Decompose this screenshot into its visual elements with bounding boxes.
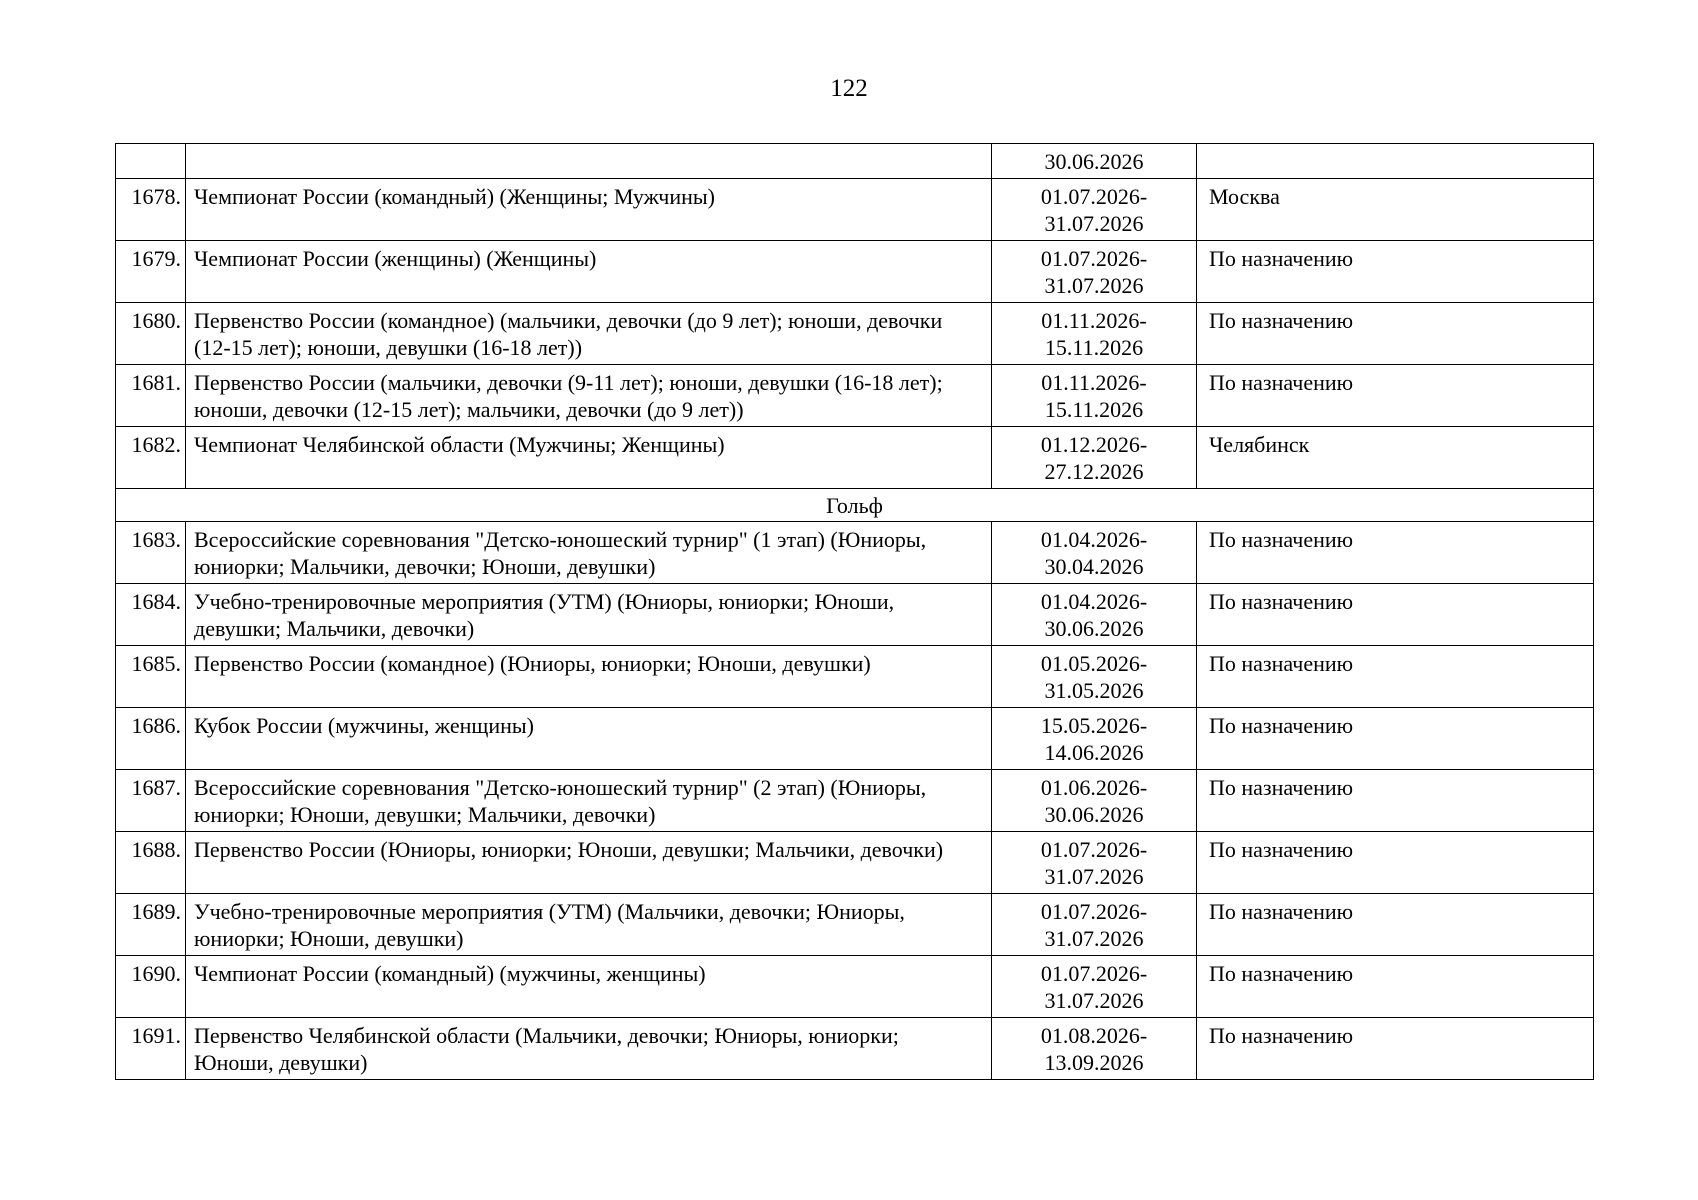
page-number: 122	[830, 75, 868, 102]
event-dates	[992, 584, 1197, 646]
event-dates	[992, 956, 1197, 1018]
event-dates	[992, 522, 1197, 584]
row-number: 1678.	[116, 179, 186, 241]
event-dates	[992, 241, 1197, 303]
date-start: 01.07.2026-	[1040, 899, 1148, 924]
event-place: По назначению	[1197, 708, 1594, 770]
date-end: 15.11.2026	[1044, 397, 1144, 422]
date-end: 31.07.2026	[1044, 211, 1144, 236]
table-row	[116, 365, 1594, 427]
table-row	[116, 584, 1594, 646]
date-end: 30.06.2026	[1044, 149, 1144, 174]
date-end: 14.06.2026	[1044, 740, 1144, 765]
event-dates	[992, 708, 1197, 770]
date-start: 01.04.2026-	[1040, 527, 1148, 552]
table-row	[116, 144, 1594, 179]
date-end: 30.04.2026	[1044, 554, 1144, 579]
event-name: Первенство России (командное) (Юниоры, юниорки; Юноши, девушки)	[186, 646, 992, 708]
event-dates	[992, 770, 1197, 832]
table-row	[116, 832, 1594, 894]
event-place: По назначению	[1197, 956, 1594, 1018]
event-place: По назначению	[1197, 646, 1594, 708]
table-row	[116, 708, 1594, 770]
event-place: По назначению	[1197, 832, 1594, 894]
date-end: 30.06.2026	[1044, 802, 1144, 827]
date-start: 01.11.2026-	[1041, 308, 1147, 333]
event-name: Чемпионат России (командный) (Женщины; Мужчины)	[186, 179, 992, 241]
event-place: По назначению	[1197, 522, 1594, 584]
event-place: По назначению	[1197, 770, 1594, 832]
table-row	[116, 522, 1594, 584]
event-name: Первенство России (командное) (мальчики, девочки (до 9 лет); юноши, девочки (12-15 лет); юноши, девушки (16-18 лет))	[186, 303, 992, 365]
date-start: 01.11.2026-	[1041, 370, 1147, 395]
event-place: По назначению	[1197, 241, 1594, 303]
table-row	[116, 894, 1594, 956]
row-number: 1686.	[116, 708, 186, 770]
row-number: 1690.	[116, 956, 186, 1018]
event-place	[1197, 144, 1594, 179]
date-start: 01.05.2026-	[1040, 651, 1148, 676]
event-name: Учебно-тренировочные мероприятия (УТМ) (Юниоры, юниорки; Юноши, девушки; Мальчики, девочки)	[186, 584, 992, 646]
event-name: Чемпионат России (женщины) (Женщины)	[186, 241, 992, 303]
date-start: 01.08.2026-	[1040, 1023, 1148, 1048]
row-number: 1682.	[116, 427, 186, 489]
events-table	[115, 143, 1594, 1080]
event-dates	[992, 894, 1197, 956]
event-name: Учебно-тренировочные мероприятия (УТМ) (Мальчики, девочки; Юниоры, юниорки; Юноши, девушки)	[186, 894, 992, 956]
date-end: 27.12.2026	[1044, 459, 1144, 484]
event-place: По назначению	[1197, 303, 1594, 365]
event-place: Москва	[1197, 179, 1594, 241]
event-name: Чемпионат России (командный) (мужчины, женщины)	[186, 956, 992, 1018]
row-number: 1685.	[116, 646, 186, 708]
event-name: Всероссийские соревнования "Детско-юношеский турнир" (2 этап) (Юниоры, юниорки; Юноши, девушки; Мальчики, девочки)	[186, 770, 992, 832]
event-dates	[992, 365, 1197, 427]
event-name: Первенство Челябинской области (Мальчики, девочки; Юниоры, юниорки; Юноши, девушки)	[186, 1018, 992, 1080]
event-name: Первенство России (Юниоры, юниорки; Юноши, девушки; Мальчики, девочки)	[186, 832, 992, 894]
section-title: Гольф	[116, 489, 1594, 522]
event-name: Всероссийские соревнования "Детско-юношеский турнир" (1 этап) (Юниоры, юниорки; Мальчики, девочки; Юноши, девушки)	[186, 522, 992, 584]
table-row	[116, 303, 1594, 365]
date-start: 01.04.2026-	[1040, 589, 1148, 614]
row-number: 1679.	[116, 241, 186, 303]
event-dates	[992, 179, 1197, 241]
event-place: По назначению	[1197, 894, 1594, 956]
event-dates	[992, 303, 1197, 365]
date-end: 31.05.2026	[1044, 678, 1144, 703]
date-end: 31.07.2026	[1044, 926, 1144, 951]
event-dates	[992, 832, 1197, 894]
row-number: 1689.	[116, 894, 186, 956]
event-place: По назначению	[1197, 584, 1594, 646]
event-place: По назначению	[1197, 1018, 1594, 1080]
event-place: Челябинск	[1197, 427, 1594, 489]
table-row	[116, 956, 1594, 1018]
date-start: 01.07.2026-	[1040, 246, 1148, 271]
event-name	[186, 144, 992, 179]
date-start: 15.05.2026-	[1040, 713, 1148, 738]
date-start: 01.07.2026-	[1040, 961, 1148, 986]
event-dates	[992, 1018, 1197, 1080]
table-row	[116, 427, 1594, 489]
date-start: 01.07.2026-	[1040, 837, 1148, 862]
event-dates	[992, 144, 1197, 179]
date-end: 31.07.2026	[1044, 273, 1144, 298]
row-number: 1687.	[116, 770, 186, 832]
date-start: 01.12.2026-	[1040, 432, 1148, 457]
event-name: Чемпионат Челябинской области (Мужчины; Женщины)	[186, 427, 992, 489]
date-end: 31.07.2026	[1044, 864, 1144, 889]
row-number: 1681.	[116, 365, 186, 427]
table-row	[116, 646, 1594, 708]
row-number: 1691.	[116, 1018, 186, 1080]
date-end: 15.11.2026	[1044, 335, 1144, 360]
event-name: Первенство России (мальчики, девочки (9-11 лет); юноши, девушки (16-18 лет); юноши, девочки (12-15 лет); мальчики, девочки (до 9 лет))	[186, 365, 992, 427]
row-number: 1683.	[116, 522, 186, 584]
date-start: 01.06.2026-	[1040, 775, 1148, 800]
table-row	[116, 1018, 1594, 1080]
row-number: 1684.	[116, 584, 186, 646]
table-row	[116, 179, 1594, 241]
row-number	[116, 144, 186, 179]
event-name: Кубок России (мужчины, женщины)	[186, 708, 992, 770]
event-dates	[992, 427, 1197, 489]
row-number: 1680.	[116, 303, 186, 365]
table-row	[116, 770, 1594, 832]
date-end: 31.07.2026	[1044, 988, 1144, 1013]
table-row	[116, 241, 1594, 303]
date-end: 30.06.2026	[1044, 616, 1144, 641]
event-dates	[992, 646, 1197, 708]
date-start: 01.07.2026-	[1040, 184, 1148, 209]
date-end: 13.09.2026	[1044, 1050, 1144, 1075]
section-row	[116, 489, 1594, 522]
row-number: 1688.	[116, 832, 186, 894]
event-place: По назначению	[1197, 365, 1594, 427]
